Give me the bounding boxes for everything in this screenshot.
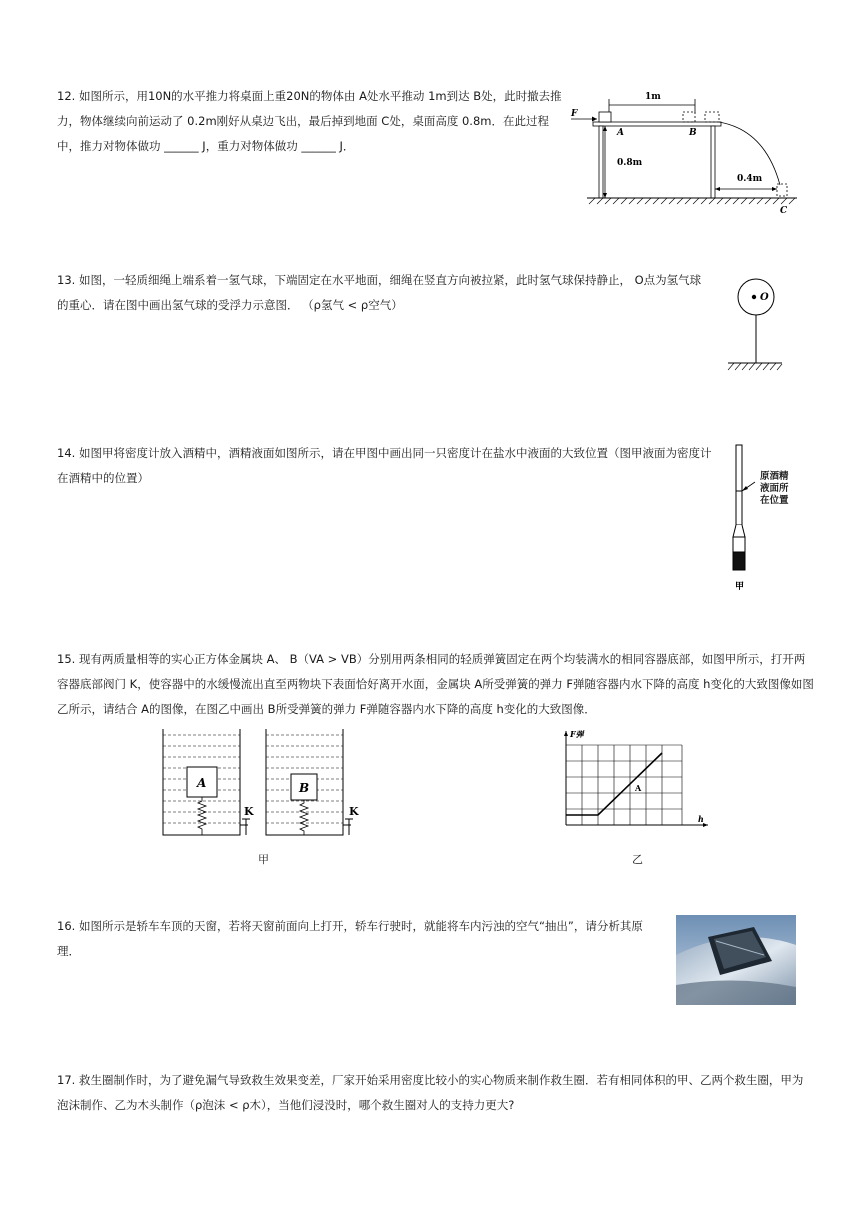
dim-height-label: 0.8m [617, 158, 643, 168]
series-a-label: A [635, 783, 642, 793]
question-16 [57, 914, 667, 964]
label-o: O [760, 292, 769, 303]
question-13-line-1: 13. 如图，一轻质细绳上端系着一氢气球，下端固定在水平地面，细绳在竖直方向被拉紧，此时氢气球保持静止， O点为氢气球 [57, 273, 702, 287]
car-sunroof-photo [676, 915, 796, 1005]
force-height-graph [558, 725, 718, 835]
question-16-line-1: 16. 如图所示是轿车车顶的天窗，若将天窗前面向上打开，轿车行驶时，就能将车内污浊的空气“抽出”，请分析其原 [57, 919, 643, 933]
dim-ab-label: 1m [645, 92, 661, 102]
caption-jia-14: 甲 [735, 582, 745, 592]
label-b: B [689, 128, 697, 138]
valve-k-2: K [349, 805, 359, 818]
question-12 [57, 84, 577, 159]
spring-containers-figure [158, 727, 368, 842]
question-12-line-1: 12. 如图所示，用10N的水平推力将桌面上重20N的物体由 A处水平推动 1m到达 B处，此时撤去推 [57, 89, 562, 103]
question-15-line-2: 容器底部阀门 K，使容器中的水缓慢流出直至两物块下表面恰好离开水面，金属块 A所受弹簧的弹力 F弹随容器内水下降的高度 h变化的大致图像如图 [57, 677, 814, 691]
question-17-line-1: 17. 救生圈制作时，为了避免漏气导致救生效果变差，厂家开始采用密度比较小的实心物质来制作救生圈．若有相同体积的甲、乙两个救生圈，甲为 [57, 1073, 804, 1087]
x-axis-label: h [698, 814, 704, 824]
valve-k-1: K [244, 805, 254, 818]
question-12-line-2: 力，物体继续向前运动了 0.2m刚好从桌边飞出，最后掉到地面 C处，桌面高度 0.8m．在此过程 [57, 114, 549, 128]
caption-yi-15: 乙 [632, 853, 643, 866]
table-push-figure [565, 85, 805, 220]
block-b-label: B [299, 781, 310, 795]
dim-horiz-label: 0.4m [737, 174, 763, 184]
question-13 [57, 268, 717, 318]
block-a-label: A [197, 776, 207, 790]
question-13-line-2: 的重心．请在图中画出氢气球的受浮力示意图． （ρ氢气 < ρ空气） [57, 298, 403, 312]
question-14-line-2: 在酒精中的位置） [57, 471, 149, 485]
question-16-line-2: 理． [57, 944, 80, 958]
balloon-figure [724, 275, 786, 375]
hydrometer-note [760, 471, 789, 507]
note-line-2: 液面所 [760, 483, 789, 494]
question-17 [57, 1068, 827, 1118]
question-17-line-2: 泡沫制作、乙为木头制作（ρ泡沫 < ρ木），当他们浸没时，哪个救生圈对人的支持力更大? [57, 1098, 515, 1112]
note-line-1: 原酒精 [760, 471, 789, 482]
caption-jia-15: 甲 [258, 853, 269, 866]
note-line-3: 在位置 [760, 495, 789, 506]
question-14 [57, 441, 727, 491]
hydrometer-figure [718, 440, 798, 595]
question-14-line-1: 14. 如图甲将密度计放入酒精中，酒精液面如图所示，请在甲图中画出同一只密度计在盐水中液面的大致位置（图甲液面为密度计 [57, 446, 712, 460]
question-12-line-3: 中，推力对物体做功 ______ J，重力对物体做功 ______ J． [57, 139, 355, 153]
label-a: A [617, 128, 624, 138]
y-axis-label: F弹 [570, 729, 584, 739]
label-c: C [780, 206, 788, 216]
question-15 [57, 647, 827, 722]
label-f: F [571, 109, 578, 119]
question-15-line-1: 15. 现有两质量相等的实心正方体金属块 A、 B（VA > VB）分别用两条相同的轻质弹簧固定在两个均装满水的相同容器底部，如图甲所示，打开两 [57, 652, 806, 666]
question-15-line-3: 乙所示，请结合 A的图像，在图乙中画出 B所受弹簧的弹力 F弹随容器内水下降的高度 h变化的大致图像． [57, 702, 596, 716]
